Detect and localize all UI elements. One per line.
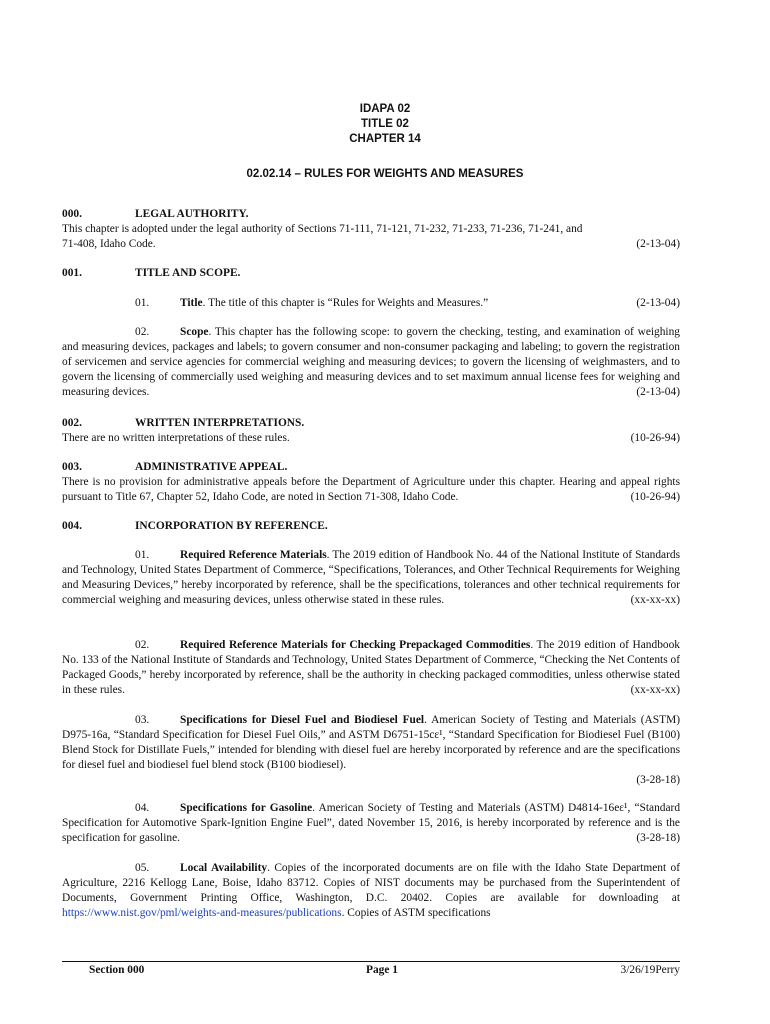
idapa-label: IDAPA 02 <box>359 103 411 115</box>
footer-date: 3/26/19Perry <box>620 964 680 976</box>
footer-section: Section 000 <box>89 964 145 976</box>
section-text: There is no provision for administrative appeals before the Department of Agriculture under this chapter. Hearing and appeal rights pursuant to Title 67, Chapter 52, Idaho Code, are noted in Section 71-308, Idaho Code. <box>62 476 680 503</box>
subsection-number: 02. <box>135 326 150 338</box>
subsection-004-01 <box>62 548 680 608</box>
section-004 <box>62 519 680 534</box>
date-row <box>62 773 680 788</box>
effective-date: (xx-xx-xx) <box>630 594 680 606</box>
section-003 <box>62 460 680 505</box>
subsection-004-05 <box>62 861 680 921</box>
section-heading <box>62 519 680 534</box>
section-heading <box>62 266 680 281</box>
section-title: ADMINISTRATIVE APPEAL. <box>135 461 288 473</box>
section-text-cont: 71-408, Idaho Code. <box>62 238 156 250</box>
section-number: 004. <box>62 520 82 532</box>
footer-page-number: Page 1 <box>366 964 398 976</box>
subsection-title: Title <box>180 297 203 309</box>
subsection-number: 03. <box>135 714 150 726</box>
section-heading <box>62 207 680 222</box>
section-heading <box>62 416 680 431</box>
section-text-row <box>62 431 680 446</box>
subsection-text-after: . Copies of ASTM specifications <box>341 907 491 919</box>
subsection-text: . The 2019 edition of Handbook No. 133 of the National Institute of Standards and Technology, United States Department of Commerce, “Checking the Net Contents of Packaged Goods,” hereby incorporated by reference, shall be the authority in checking packaged commodities, unless otherwise stated in these rules. <box>62 639 680 696</box>
subsection-title: Required Reference Materials for Checking Prepackaged Commodities <box>180 639 531 651</box>
subsection-para <box>62 296 680 311</box>
subsection-para <box>62 801 680 846</box>
title-label: TITLE 02 <box>361 118 409 130</box>
subsection-004-03 <box>62 713 680 788</box>
subsection-004-04 <box>62 801 680 846</box>
effective-date: (3-28-18) <box>636 832 680 844</box>
section-number: 003. <box>62 461 82 473</box>
effective-date: (2-13-04) <box>636 238 680 250</box>
section-heading <box>62 460 680 475</box>
subsection-title: Scope <box>180 326 209 338</box>
rule-title: 02.02.14 – RULES FOR WEIGHTS AND MEASURES <box>246 168 524 180</box>
subsection-title: Required Reference Materials <box>180 549 327 561</box>
section-title: TITLE AND SCOPE. <box>135 267 241 279</box>
subsection-number: 01. <box>135 297 150 309</box>
section-number: 002. <box>62 417 82 429</box>
effective-date: (2-13-04) <box>636 386 680 398</box>
subsection-number: 05. <box>135 862 150 874</box>
section-text-end <box>62 237 680 252</box>
chapter-label: CHAPTER 14 <box>349 133 421 145</box>
subsection-number: 01. <box>135 549 150 561</box>
subsection-para <box>62 861 680 921</box>
subsection-title: Specifications for Diesel Fuel and Biodiesel Fuel <box>180 714 425 726</box>
footer-rule <box>62 961 680 962</box>
subsection-001-02 <box>62 325 680 400</box>
section-title: LEGAL AUTHORITY. <box>135 208 249 220</box>
subsection-text: . American Society of Testing and Materials (ASTM) D975-16a, “Standard Specification for Diesel Fuel Oils,” and ASTM D6751-15cε¹, “Standard Specification for Biodiesel Fuel (B100) Blend Stock for Distillate Fuels,” intended for blending with diesel fuel are hereby incorporated by reference and are the specifications for diesel fuel and biodiesel fuel blend stock (B100 biodiesel). <box>62 714 680 771</box>
effective-date: (3-28-18) <box>636 774 680 786</box>
section-001 <box>62 266 680 281</box>
section-002 <box>62 416 680 446</box>
subsection-text: . The title of this chapter is “Rules for Weights and Measures.” <box>202 297 489 309</box>
section-number: 000. <box>62 208 82 220</box>
section-text-row <box>62 475 680 505</box>
effective-date: (2-13-04) <box>636 297 680 309</box>
doc-header <box>0 102 770 147</box>
subsection-number: 02. <box>135 639 150 651</box>
subsection-001-01 <box>62 296 680 311</box>
subsection-para <box>62 325 680 400</box>
subsection-number: 04. <box>135 802 150 814</box>
nist-publications-link[interactable]: https://www.nist.gov/pml/weights-and-measures/publications <box>62 907 342 919</box>
section-text: There are no written interpretations of these rules. <box>62 432 290 444</box>
section-000 <box>62 207 680 252</box>
subsection-title: Local Availability <box>180 862 268 874</box>
section-text: This chapter is adopted under the legal authority of Sections 71-111, 71-121, 71-232, 71-233, 71-236, 71-241, and <box>62 223 583 235</box>
subsection-text: . Copies of the incorporated documents are on file with the Idaho State Department of Agriculture, 2216 Kellogg Lane, Boise, Idaho 83712. Copies of NIST documents may be purchased from the Superintendent of Documents, Government Printing Office, Washington, D.C. 20402. Copies are available for downloading at <box>62 862 680 904</box>
effective-date: (10-26-94) <box>630 432 680 444</box>
subsection-text: . American Society of Testing and Materials (ASTM) D4814-16eε¹, “Standard Specification for Automotive Spark-Ignition Engine Fuel”, dated November 15, 2016, is hereby incorporated by reference and is the specification for gasoline. <box>62 802 681 844</box>
subsection-title: Specifications for Gasoline <box>180 802 313 814</box>
effective-date: (10-26-94) <box>630 491 680 503</box>
subsection-text: . This chapter has the following scope: to govern the checking, testing, and examination of weighing and measuring devices, packages and labels; to govern consumer and non-consumer packaging and labeling; to govern the registration of servicemen and service agencies for commercial weighing and measuring devices; to govern the licensing of weighmasters, and to govern the licensing of commercially used weighing and measuring devices and to set maximum annual license fees for weighing and measuring devices. <box>62 326 680 398</box>
subsection-para <box>62 638 680 698</box>
section-number: 001. <box>62 267 82 279</box>
subsection-para <box>62 548 680 608</box>
subsection-text: . The 2019 edition of Handbook No. 44 of the National Institute of Standards and Technology, United States Department of Commerce, “Specifications, Tolerances, and Other Technical Requirements for Weighing and Measuring Devices,” hereby incorporated by reference, shall be the specifications, tolerances and other technical requirements for commercial weighing and measuring devices, unless otherwise stated in these rules. <box>62 549 681 606</box>
subsection-004-02 <box>62 638 680 698</box>
subsection-para <box>62 713 680 773</box>
effective-date: (xx-xx-xx) <box>630 684 680 696</box>
section-title: INCORPORATION BY REFERENCE. <box>135 520 328 532</box>
section-title: WRITTEN INTERPRETATIONS. <box>135 417 305 429</box>
